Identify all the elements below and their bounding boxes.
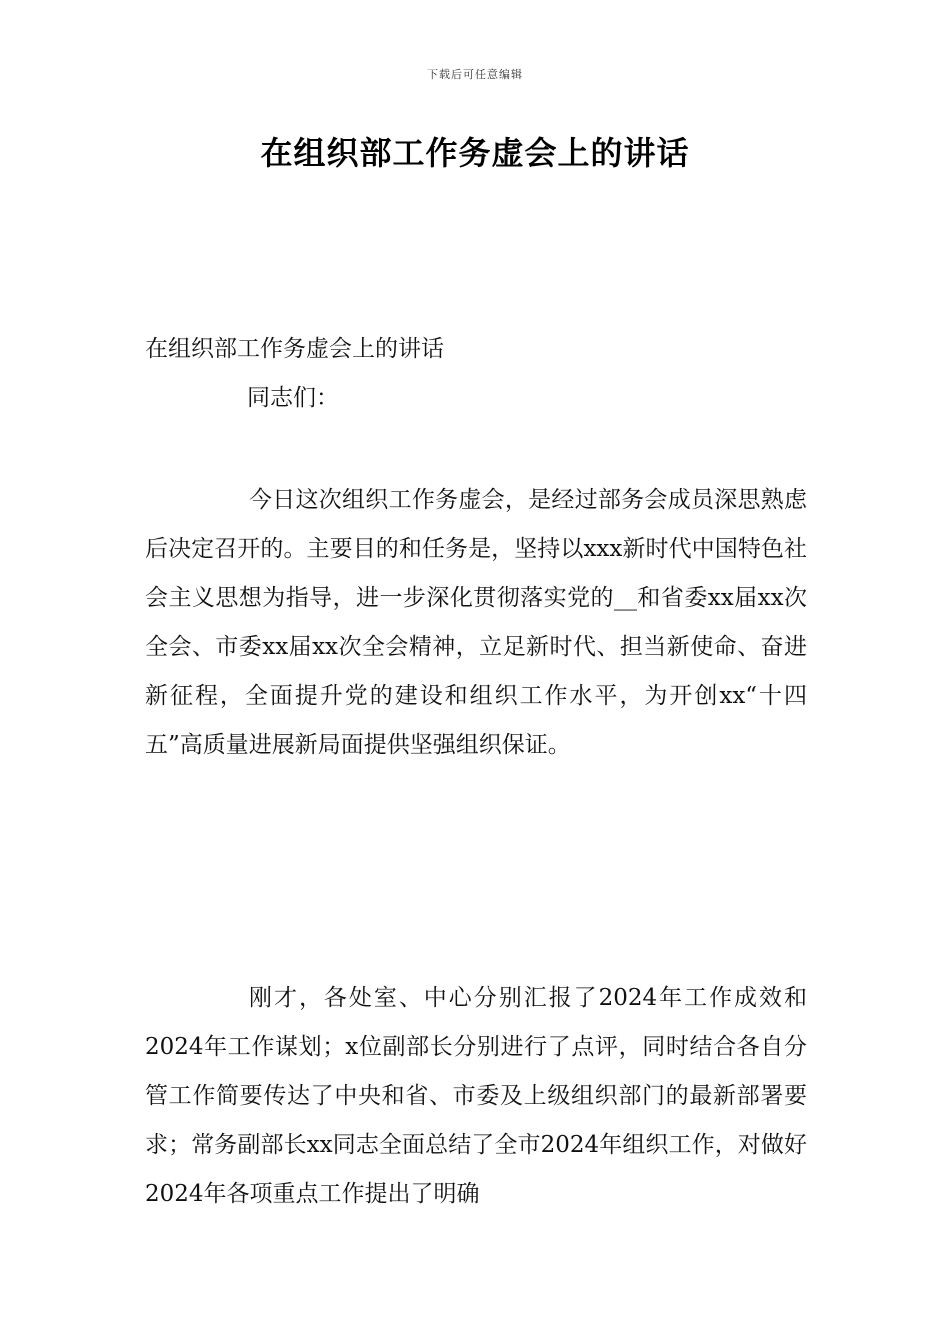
paragraph-1: 今日这次组织工作务虚会，是经过部务会成员深思熟虑后决定召开的。主要目的和任务是，坚持以xxx新时代中国特色社会主义思想为指导，进一步深化贯彻落实党的__和省委xx届xx次全会、市委xx届xx次全会精神，立足新时代、担当新使命、奋进新征程，全面提升党的建设和组织工作水平，为开创xx“十四五”高质量进展新局面提供坚强组织保证。 bbox=[145, 487, 807, 758]
document-title: 在组织部工作务虚会上的讲话 bbox=[260, 134, 690, 172]
paragraph-2: 刚才，各处室、中心分别汇报了2024年工作成效和2024年工作谋划；x位副部长分别进行了点评，同时结合各自分管工作简要传达了中央和省、市委及上级组织部门的最新部署要求；常务副部长xx同志全面总结了全市2024年组织工作，对做好2024年各项重点工作提出了明确 bbox=[145, 985, 807, 1207]
document-subtitle: 在组织部工作务虚会上的讲话 bbox=[145, 336, 444, 362]
salutation: 同志们： bbox=[247, 385, 339, 411]
page-header-note: 下载后可任意编辑 bbox=[427, 68, 523, 81]
